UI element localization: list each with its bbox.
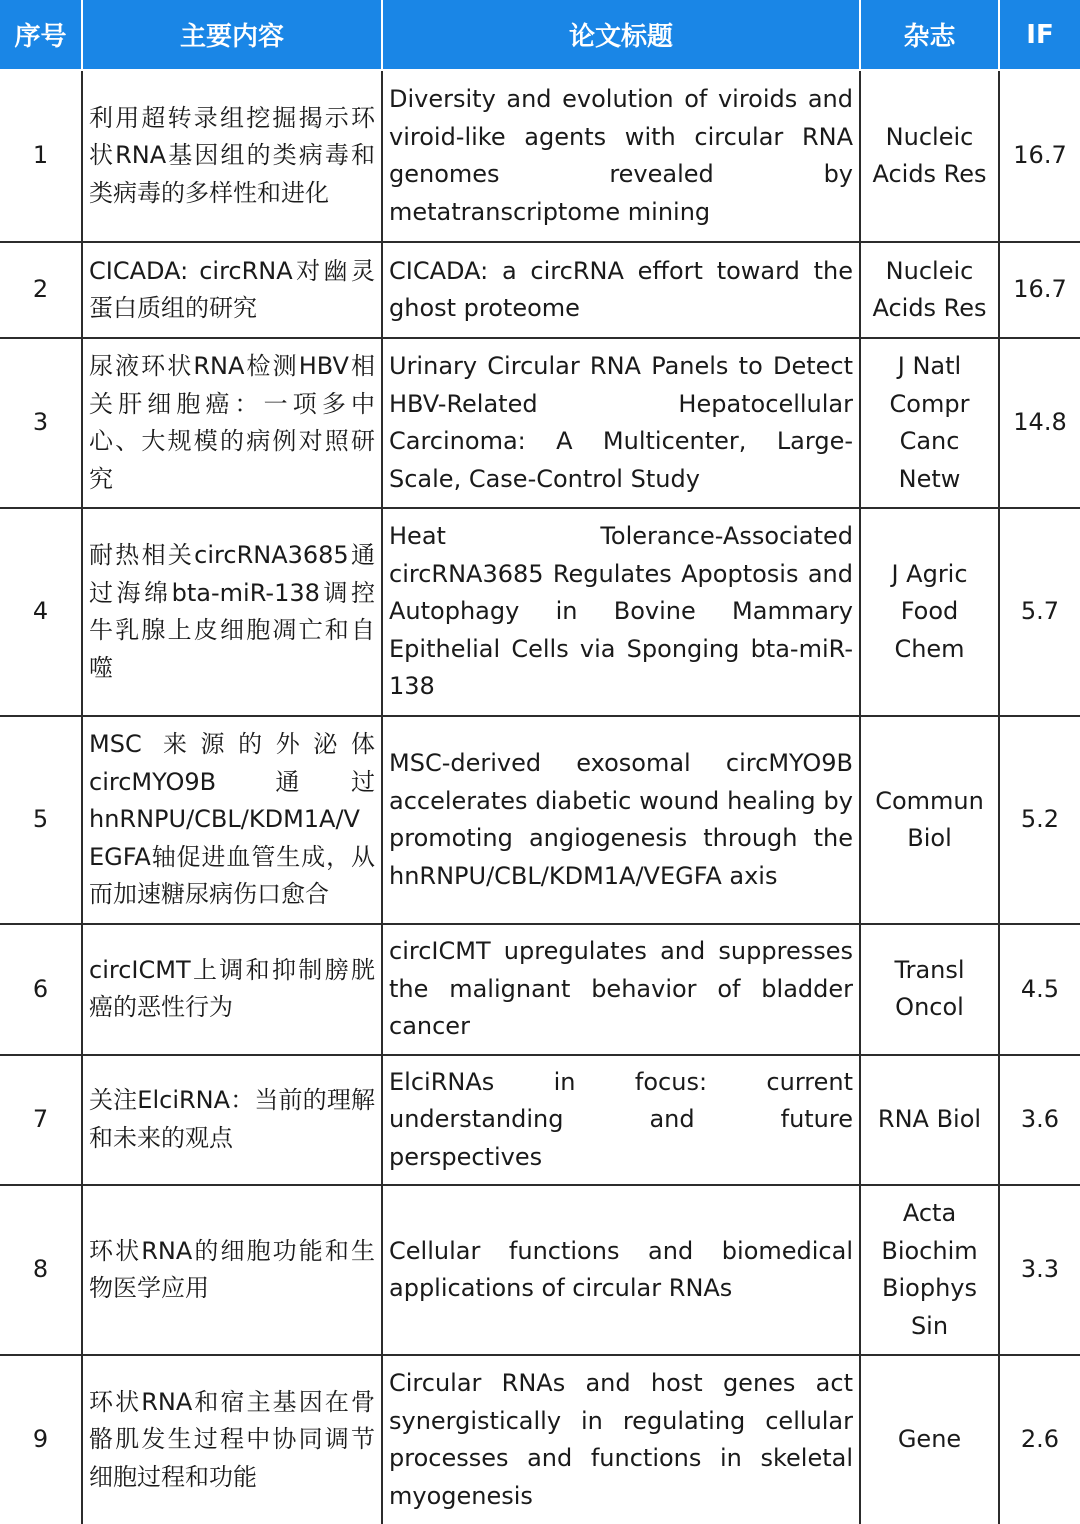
impact-factor-cell: 5.2 <box>999 716 1080 924</box>
journal-cell: J Agric Food Chem <box>860 508 999 716</box>
impact-factor-cell: 3.3 <box>999 1185 1080 1355</box>
paper-title-cell: Circular RNAs and host genes act synergistically in regulating cellular processes and functions in skeletal myogenesis <box>382 1355 860 1524</box>
journal-cell: J Natl Compr Canc Netw <box>860 338 999 508</box>
impact-factor-cell: 4.5 <box>999 924 1080 1055</box>
impact-factor-cell: 3.6 <box>999 1055 1080 1186</box>
header-title: 论文标题 <box>382 0 860 70</box>
table-row <box>0 1355 1080 1524</box>
journal-cell: Nucleic Acids Res <box>860 242 999 338</box>
journal-cell: Acta Biochim Biophys Sin <box>860 1185 999 1355</box>
main-content-cell: 环状RNA和宿主基因在骨骼肌发生过程中协同调节细胞过程和功能 <box>82 1355 382 1524</box>
paper-title-cell: Cellular functions and biomedical applications of circular RNAs <box>382 1185 860 1355</box>
journal-cell: Nucleic Acids Res <box>860 70 999 242</box>
table-row <box>0 716 1080 924</box>
paper-title-cell: Urinary Circular RNA Panels to Detect HBV-Related Hepatocellular Carcinoma: A Multicenter, Large-Scale, Case-Control Study <box>382 338 860 508</box>
journal-cell: Transl Oncol <box>860 924 999 1055</box>
main-content-cell: 环状RNA的细胞功能和生物医学应用 <box>82 1185 382 1355</box>
row-number: 7 <box>0 1055 82 1186</box>
paper-title-cell: MSC-derived exosomal circMYO9B accelerates diabetic wound healing by promoting angiogenesis through the hnRNPU/CBL/KDM1A/VEGFA axis <box>382 716 860 924</box>
paper-title-cell: Diversity and evolution of viroids and viroid-like agents with circular RNA genomes revealed by metatranscriptome mining <box>382 70 860 242</box>
main-content-cell: 尿液环状RNA检测HBV相关肝细胞癌：一项多中心、大规模的病例对照研究 <box>82 338 382 508</box>
table-row <box>0 508 1080 716</box>
table-body <box>0 70 1080 1524</box>
table-row <box>0 1055 1080 1186</box>
header-if: IF <box>999 0 1080 70</box>
header-row <box>0 0 1080 70</box>
row-number: 6 <box>0 924 82 1055</box>
header-content: 主要内容 <box>82 0 382 70</box>
header-journal: 杂志 <box>860 0 999 70</box>
row-number: 1 <box>0 70 82 242</box>
main-content-cell: circICMT上调和抑制膀胱癌的恶性行为 <box>82 924 382 1055</box>
table-row <box>0 242 1080 338</box>
impact-factor-cell: 14.8 <box>999 338 1080 508</box>
main-content-cell: 利用超转录组挖掘揭示环状RNA基因组的类病毒和类病毒的多样性和进化 <box>82 70 382 242</box>
journal-cell: Commun Biol <box>860 716 999 924</box>
main-content-cell: CICADA: circRNA对幽灵蛋白质组的研究 <box>82 242 382 338</box>
table-header <box>0 0 1080 70</box>
main-content-cell: 关注ElciRNA：当前的理解和未来的观点 <box>82 1055 382 1186</box>
header-no: 序号 <box>0 0 82 70</box>
table-row <box>0 924 1080 1055</box>
row-number: 3 <box>0 338 82 508</box>
paper-title-cell: circICMT upregulates and suppresses the malignant behavior of bladder cancer <box>382 924 860 1055</box>
row-number: 4 <box>0 508 82 716</box>
impact-factor-cell: 2.6 <box>999 1355 1080 1524</box>
main-content-cell: MSC 来源的外泌体 circMYO9B 通过 hnRNPU/CBL/KDM1A/VEGFA轴促进血管生成，从而加速糖尿病伤口愈合 <box>82 716 382 924</box>
row-number: 2 <box>0 242 82 338</box>
paper-title-cell: CICADA: a circRNA effort toward the ghost proteome <box>382 242 860 338</box>
table-row <box>0 70 1080 242</box>
impact-factor-cell: 16.7 <box>999 242 1080 338</box>
table-row <box>0 338 1080 508</box>
journal-cell: Gene <box>860 1355 999 1524</box>
main-content-cell: 耐热相关circRNA3685通过海绵bta-miR-138调控牛乳腺上皮细胞凋亡和自噬 <box>82 508 382 716</box>
paper-title-cell: ElciRNAs in focus: current understanding and future perspectives <box>382 1055 860 1186</box>
journal-cell: RNA Biol <box>860 1055 999 1186</box>
row-number: 5 <box>0 716 82 924</box>
row-number: 8 <box>0 1185 82 1355</box>
impact-factor-cell: 16.7 <box>999 70 1080 242</box>
paper-title-cell: Heat Tolerance-Associated circRNA3685 Regulates Apoptosis and Autophagy in Bovine Mammary Epithelial Cells via Sponging bta-miR-138 <box>382 508 860 716</box>
table-row <box>0 1185 1080 1355</box>
impact-factor-cell: 5.7 <box>999 508 1080 716</box>
row-number: 9 <box>0 1355 82 1524</box>
